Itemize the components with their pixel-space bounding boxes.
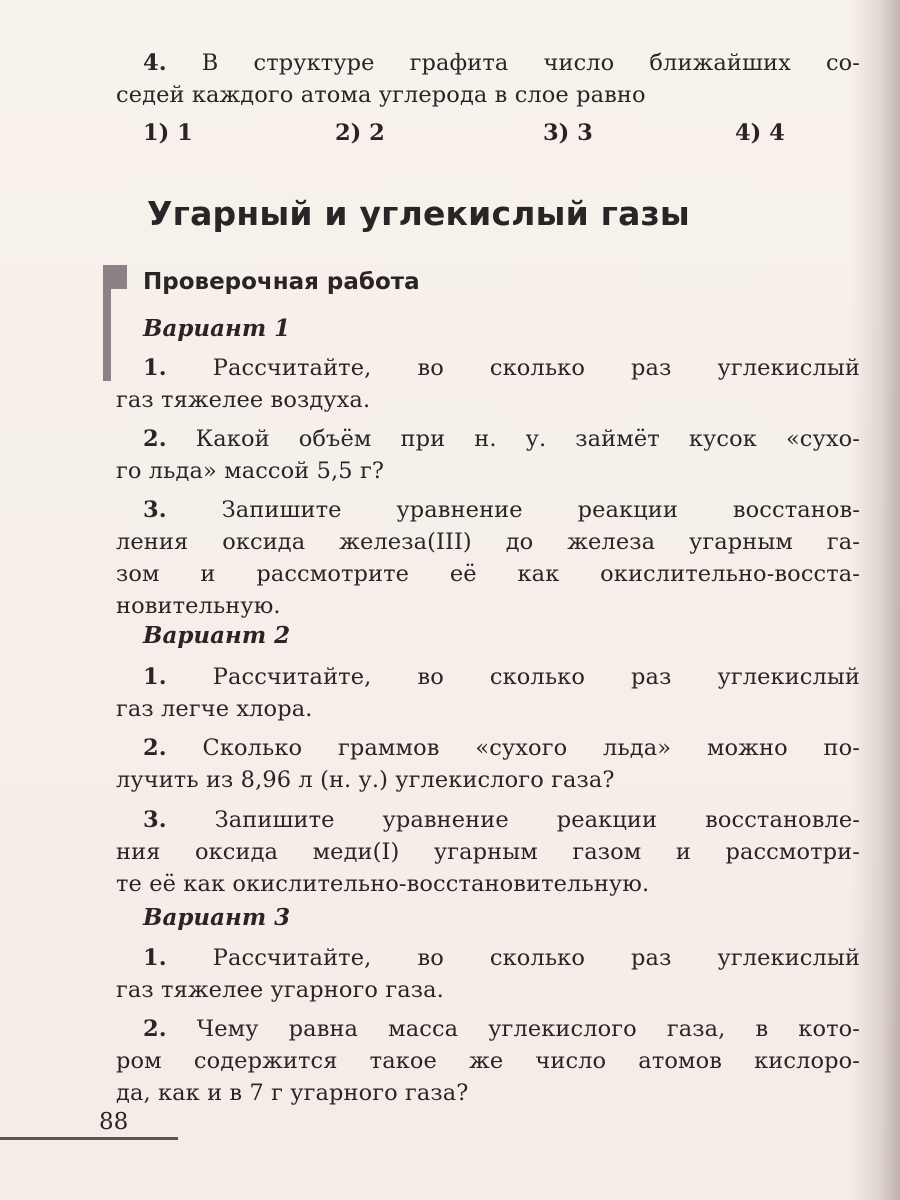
- v1-q3-line-4: новительную.: [116, 593, 281, 619]
- question-text: Какой объём при н. у. займёт кусок «сухо-: [195, 426, 860, 452]
- question-text: Запишите уравнение реакции восстанов-: [221, 497, 860, 523]
- question-text: В структуре графита число ближайших со-: [201, 50, 860, 76]
- question-number: 2.: [143, 426, 167, 452]
- v1-q3-line-1: [143, 494, 860, 526]
- answer-option-2: 2) 2: [335, 120, 385, 146]
- v1-q3-line-3: зом и рассмотрите её как окислительно-восста-: [116, 561, 860, 587]
- v3-q2-line-3: да, как и в 7 г угарного газа?: [116, 1080, 469, 1106]
- question-number: 1.: [143, 355, 167, 381]
- v3-q2-line-2: ром содержится такое же число атомов кислоро-: [116, 1048, 860, 1074]
- question-number: 2.: [143, 1016, 167, 1042]
- v2-q2-line-1: [143, 732, 860, 764]
- v1-q2-line-1: [143, 423, 860, 455]
- question-number: 4.: [143, 50, 167, 76]
- v2-q1-line-2: газ легче хлора.: [116, 696, 313, 722]
- v1-q3-line-2: ления оксида железа(III) до железа угарным га-: [116, 529, 860, 555]
- question-number: 2.: [143, 735, 167, 761]
- answer-option-4: 4) 4: [735, 120, 785, 146]
- question-text: Сколько граммов «сухого льда» можно по-: [202, 735, 860, 761]
- answer-option-1: 1) 1: [143, 120, 193, 146]
- footer-rule: [0, 1137, 178, 1140]
- question-text: Рассчитайте, во сколько раз углекислый: [212, 664, 860, 690]
- v1-q1-line-2: газ тяжелее воздуха.: [116, 387, 371, 413]
- question-4-line-2: седей каждого атома углерода в слое равно: [116, 82, 646, 108]
- v1-q1-line-1: [143, 352, 860, 384]
- v2-q1-line-1: [143, 661, 860, 693]
- question-text: Рассчитайте, во сколько раз углекислый: [212, 355, 860, 381]
- page-number: 88: [99, 1109, 129, 1135]
- question-number: 1.: [143, 664, 167, 690]
- v3-q1-line-1: [143, 942, 860, 974]
- variant-1-title: Вариант 1: [143, 315, 291, 342]
- section-marker-line: [103, 265, 111, 381]
- question-text: Запишите уравнение реакции восстановле-: [214, 807, 860, 833]
- variant-3-title: Вариант 3: [143, 904, 291, 931]
- v2-q3-line-3: те её как окислительно-восстановительную.: [116, 871, 650, 897]
- question-4-line-1: [143, 47, 860, 79]
- question-number: 1.: [143, 945, 167, 971]
- answer-option-3: 3) 3: [543, 120, 593, 146]
- chapter-title: Угарный и углекислый газы: [147, 194, 690, 233]
- section-title: Проверочная работа: [143, 269, 420, 295]
- variant-2-title: Вариант 2: [143, 622, 291, 649]
- v1-q2-line-2: го льда» массой 5,5 г?: [116, 458, 385, 484]
- v2-q3-line-2: ния оксида меди(I) угарным газом и рассмотри-: [116, 839, 860, 865]
- v3-q2-line-1: [143, 1013, 860, 1045]
- question-text: Рассчитайте, во сколько раз углекислый: [212, 945, 860, 971]
- question-number: 3.: [143, 497, 167, 523]
- question-text: Чему равна масса углекислого газа, в кото-: [196, 1016, 860, 1042]
- v2-q3-line-1: [143, 804, 860, 836]
- v3-q1-line-2: газ тяжелее угарного газа.: [116, 977, 444, 1003]
- v2-q2-line-2: лучить из 8,96 л (н. у.) углекислого газа?: [116, 767, 615, 793]
- question-number: 3.: [143, 807, 167, 833]
